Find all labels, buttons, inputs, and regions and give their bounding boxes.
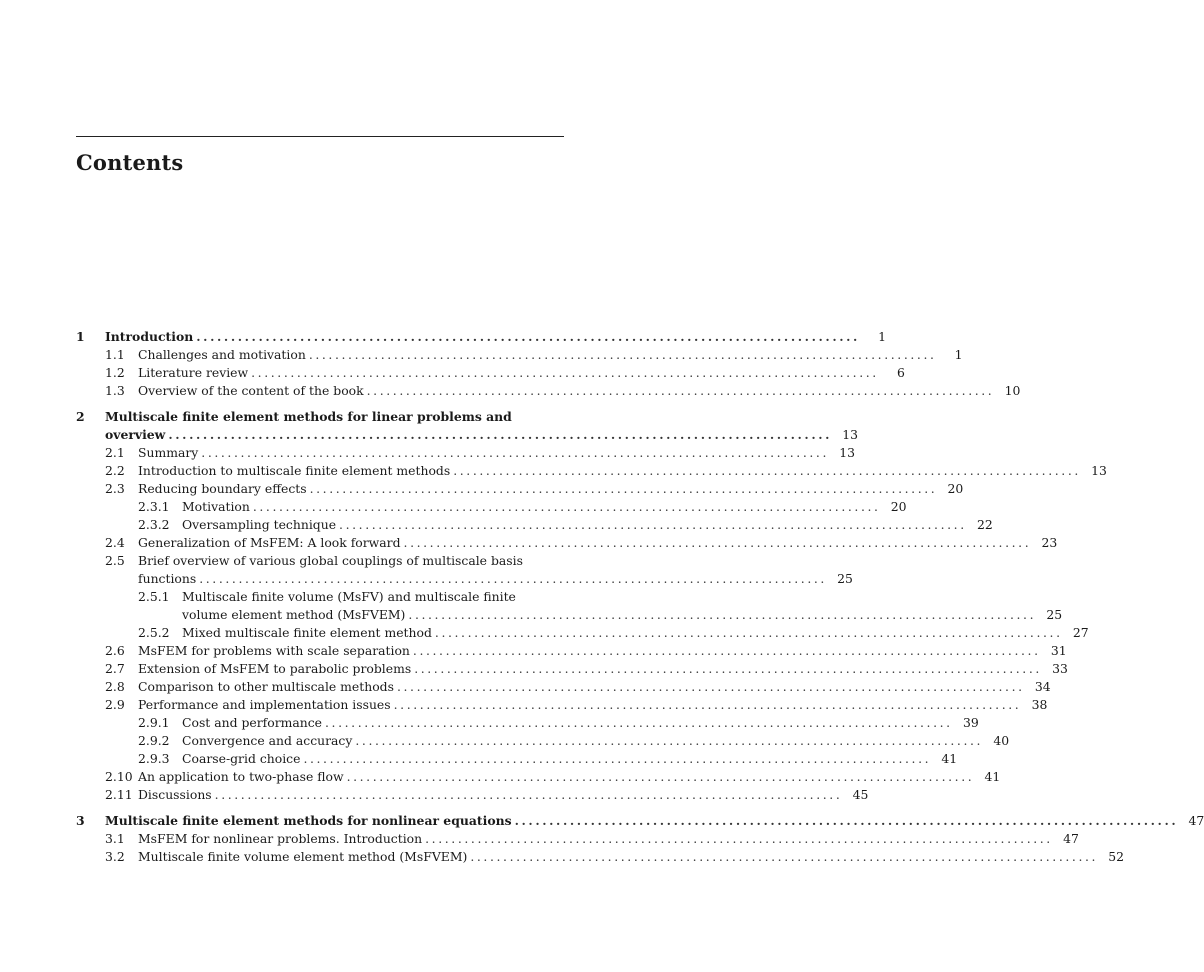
header-rule — [76, 136, 564, 137]
toc-page: 22 — [976, 517, 993, 532]
toc-page: 25 — [837, 571, 853, 586]
toc-title: MsFEM for problems with scale separation — [138, 643, 410, 658]
toc-page: 31 — [1050, 643, 1067, 658]
toc-title-line1: Multiscale finite element methods for linear problems and — [105, 409, 512, 424]
toc-number: 1.1 — [105, 347, 125, 362]
toc-title: Introduction to multiscale finite element methods — [138, 463, 451, 478]
toc-entry-2-5[interactable]: functions ................................................................................................ 25 — [138, 571, 853, 586]
toc-title: volume element method (MsFVEM) — [182, 607, 406, 622]
toc-page: 52 — [1108, 849, 1125, 864]
toc-number: 3.2 — [105, 849, 125, 864]
toc-title: functions — [138, 571, 197, 586]
toc-number: 2.10 — [105, 769, 133, 784]
toc-number: 2.3.2 — [138, 517, 170, 532]
toc-page: 47 — [1063, 831, 1079, 846]
toc-title: Literature review — [138, 365, 249, 380]
toc-title-line1: Multiscale finite volume (MsFV) and multiscale finite — [182, 589, 516, 604]
toc-number: 2 — [76, 409, 85, 424]
toc-entry-2-4[interactable]: 2.4 Generalization of MsFEM: A look forward ................................................................................................ 23 — [105, 535, 1058, 550]
toc-page: 23 — [1041, 535, 1058, 550]
toc-entry-2-3[interactable]: 2.3 Reducing boundary effects ................................................................................................ 20 — [105, 481, 964, 496]
toc-page: 34 — [1034, 679, 1051, 694]
toc-entry-2-1[interactable]: 2.1 Summary ................................................................................................ 13 — [105, 445, 855, 460]
toc-title: Overview of the content of the book — [138, 383, 364, 398]
toc-page: 39 — [962, 715, 979, 730]
toc-number: 1.3 — [105, 383, 125, 398]
toc-entry-2-9-3[interactable]: 2.9.3 Coarse-grid choice ................................................................................................ 41 — [138, 751, 958, 766]
toc-page: 33 — [1052, 661, 1068, 676]
toc-entry-3-1[interactable]: 3.1 MsFEM for nonlinear problems. Introduction ................................................................................................ 47 — [105, 831, 1079, 846]
toc-entry-2-5-line1[interactable] — [76, 552, 564, 570]
toc-title: Coarse-grid choice — [182, 751, 301, 766]
toc-entry-chapter-2[interactable]: overview ................................................................................................ 13 — [105, 427, 859, 442]
toc-number: 2.2 — [105, 463, 125, 478]
toc-title: Comparison to other multiscale methods — [138, 679, 394, 694]
toc-title: Discussions — [138, 787, 212, 802]
toc-title: An application to two-phase flow — [138, 769, 344, 784]
toc-entry-2-5-1-line1[interactable] — [76, 588, 564, 606]
toc-title: Performance and implementation issues — [138, 697, 391, 712]
toc-number: 3 — [76, 813, 85, 828]
toc-number: 2.9.3 — [138, 751, 170, 766]
toc-title: Oversampling technique — [182, 517, 337, 532]
toc-number: 2.7 — [105, 661, 125, 676]
toc-number: 2.11 — [105, 787, 133, 802]
toc-title: Generalization of MsFEM: A look forward — [138, 535, 401, 550]
toc-page: 45 — [852, 787, 869, 802]
toc-page: 40 — [993, 733, 1010, 748]
toc-entry-3-2[interactable]: 3.2 Multiscale finite volume element method (MsFVEM) ................................................................................................ 52 — [105, 849, 1125, 864]
page-title: Contents — [76, 150, 184, 175]
toc-page: 47 — [1188, 813, 1204, 828]
toc-number: 2.3 — [105, 481, 125, 496]
toc-number: 2.5.2 — [138, 625, 170, 640]
toc-number: 2.3.1 — [138, 499, 170, 514]
toc-title: MsFEM for nonlinear problems. Introduction — [138, 831, 423, 846]
toc-title: Challenges and motivation — [138, 347, 306, 362]
toc-number: 2.9 — [105, 697, 125, 712]
toc-entry-2-11[interactable]: 2.11 Discussions ................................................................................................ 45 — [105, 787, 869, 802]
toc-entry-2-5-1[interactable]: volume element method (MsFVEM) ................................................................................................ 25 — [182, 607, 1063, 622]
toc-number: 3.1 — [105, 831, 125, 846]
toc-entry-2-9[interactable]: 2.9 Performance and implementation issues ................................................................................................ 38 — [105, 697, 1048, 712]
toc-entry-2-5-2[interactable]: 2.5.2 Mixed multiscale finite element method ................................................................................................ 27 — [138, 625, 1089, 640]
toc-title: Summary — [138, 445, 199, 460]
toc-entry-2-6[interactable]: 2.6 MsFEM for problems with scale separation ................................................................................................ 31 — [105, 643, 1067, 658]
toc-number: 2.5.1 — [138, 589, 170, 604]
toc-entry-1-3[interactable]: 1.3 Overview of the content of the book ................................................................................................ 10 — [105, 383, 1021, 398]
toc-number: 2.8 — [105, 679, 125, 694]
toc-entry-2-8[interactable]: 2.8 Comparison to other multiscale methods ................................................................................................ 34 — [105, 679, 1051, 694]
toc-page: 6 — [896, 365, 905, 380]
toc-page: 41 — [984, 769, 1001, 784]
toc-title: Cost and performance — [182, 715, 322, 730]
toc-page: 38 — [1031, 697, 1048, 712]
toc-page: 13 — [842, 427, 859, 442]
toc-entry-2-3-2[interactable]: 2.3.2 Oversampling technique ................................................................................................ 22 — [138, 517, 993, 532]
toc-number: 2.5 — [105, 553, 125, 568]
toc-number: 1 — [76, 329, 85, 344]
toc-entry-1-2[interactable]: 1.2 Literature review ................................................................................................ 6 — [105, 365, 905, 380]
toc-entry-2-3-1[interactable]: 2.3.1 Motivation ................................................................................................ 20 — [138, 499, 907, 514]
toc-entry-2-9-2[interactable]: 2.9.2 Convergence and accuracy ................................................................................................ 40 — [138, 733, 1010, 748]
toc-entry-chapter-3[interactable]: 3 Multiscale finite element methods for nonlinear equations ................................................................................................ 47 — [76, 813, 1204, 828]
toc-title: Multiscale finite volume element method (MsFVEM) — [138, 849, 468, 864]
toc-title: Introduction — [105, 329, 194, 344]
toc-page: 20 — [890, 499, 907, 514]
toc-page: 20 — [947, 481, 964, 496]
toc-title: Extension of MsFEM to parabolic problems — [138, 661, 412, 676]
toc-number: 2.9.2 — [138, 733, 170, 748]
toc-title: overview — [105, 427, 166, 442]
toc-number: 2.6 — [105, 643, 125, 658]
toc-entry-chapter-1[interactable]: 1 Introduction ................................................................................................ 1 — [76, 329, 886, 344]
toc-entry-1-1[interactable]: 1.1 Challenges and motivation ................................................................................................ 1 — [105, 347, 963, 362]
toc-page: 1 — [954, 347, 963, 362]
toc-entry-2-2[interactable]: 2.2 Introduction to multiscale finite element methods ................................................................................................ 13 — [105, 463, 1107, 478]
table-of-contents — [76, 328, 1204, 866]
toc-number: 2.4 — [105, 535, 125, 550]
toc-page: 13 — [839, 445, 855, 460]
toc-page: 1 — [878, 329, 886, 344]
toc-page: 13 — [1091, 463, 1107, 478]
toc-title: Mixed multiscale finite element method — [182, 625, 432, 640]
toc-title: Motivation — [182, 499, 250, 514]
toc-title: Multiscale finite element methods for nonlinear equations — [105, 813, 512, 828]
toc-entry-chapter-2-line1[interactable] — [76, 408, 564, 426]
toc-page: 25 — [1046, 607, 1063, 622]
toc-entry-2-7[interactable]: 2.7 Extension of MsFEM to parabolic problems ................................................................................................ 33 — [105, 661, 1068, 676]
toc-title: Reducing boundary effects — [138, 481, 307, 496]
toc-page: 10 — [1004, 383, 1021, 398]
toc-number: 2.9.1 — [138, 715, 170, 730]
toc-title-line1: Brief overview of various global couplings of multiscale basis — [138, 553, 523, 568]
toc-title: Convergence and accuracy — [182, 733, 353, 748]
toc-entry-2-10[interactable]: 2.10 An application to two-phase flow ................................................................................................ 41 — [105, 769, 1001, 784]
toc-number: 1.2 — [105, 365, 125, 380]
toc-number: 2.1 — [105, 445, 125, 460]
toc-page: 41 — [941, 751, 958, 766]
toc-page: 27 — [1072, 625, 1089, 640]
toc-entry-2-9-1[interactable]: 2.9.1 Cost and performance ................................................................................................ 39 — [138, 715, 979, 730]
